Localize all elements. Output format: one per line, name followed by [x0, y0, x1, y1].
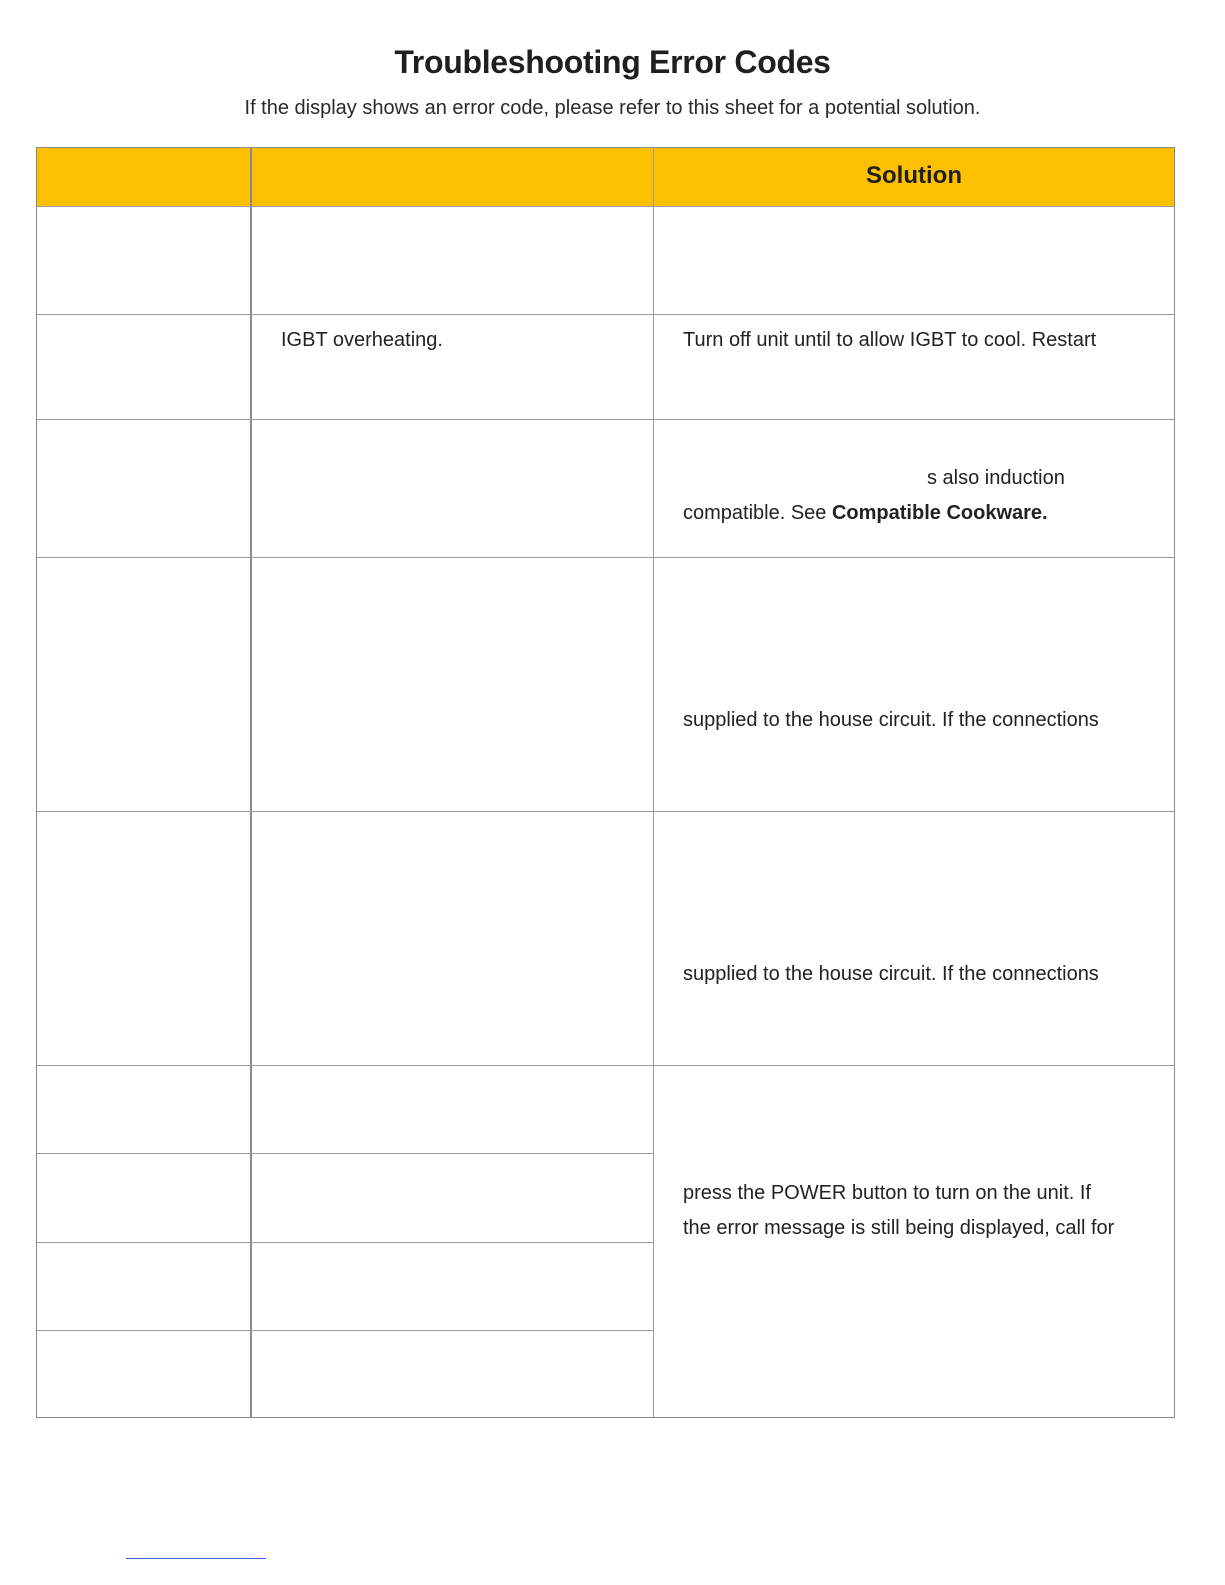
page-subtitle: If the display shows an error code, please refer to this sheet for a potential solution. — [244, 97, 981, 119]
row3-solution-line2: compatible. See Compatible Cookware. — [683, 502, 1048, 524]
page-title: Troubleshooting Error Codes — [394, 44, 831, 80]
row4-solution: supplied to the house circuit. If the connections — [683, 709, 1099, 731]
row2-solution: Turn off unit until to allow IGBT to cool. Restart — [683, 329, 1097, 351]
header-solution: Solution — [866, 162, 962, 189]
row-divider — [37, 557, 1174, 558]
row3-solution-line1: s also induction — [927, 467, 1065, 489]
row-divider — [37, 1330, 653, 1331]
column-divider-1 — [250, 148, 252, 1417]
row6-solution-line2: the error message is still being displayed, call for — [683, 1217, 1115, 1239]
row5-solution: supplied to the house circuit. If the connections — [683, 963, 1099, 985]
row2-cause: IGBT overheating. — [281, 329, 443, 351]
row-divider — [37, 206, 1174, 207]
footer-link-underline[interactable] — [126, 1558, 266, 1559]
column-divider-2 — [653, 148, 654, 1417]
row-divider — [37, 1242, 653, 1243]
row-divider — [37, 1153, 653, 1154]
row-divider — [37, 419, 1174, 420]
row-divider — [37, 314, 1174, 315]
error-code-table — [36, 147, 1175, 1418]
row-divider — [37, 1065, 1174, 1066]
row6-solution-line1: press the POWER button to turn on the unit. If — [683, 1182, 1091, 1204]
row-divider — [37, 811, 1174, 812]
